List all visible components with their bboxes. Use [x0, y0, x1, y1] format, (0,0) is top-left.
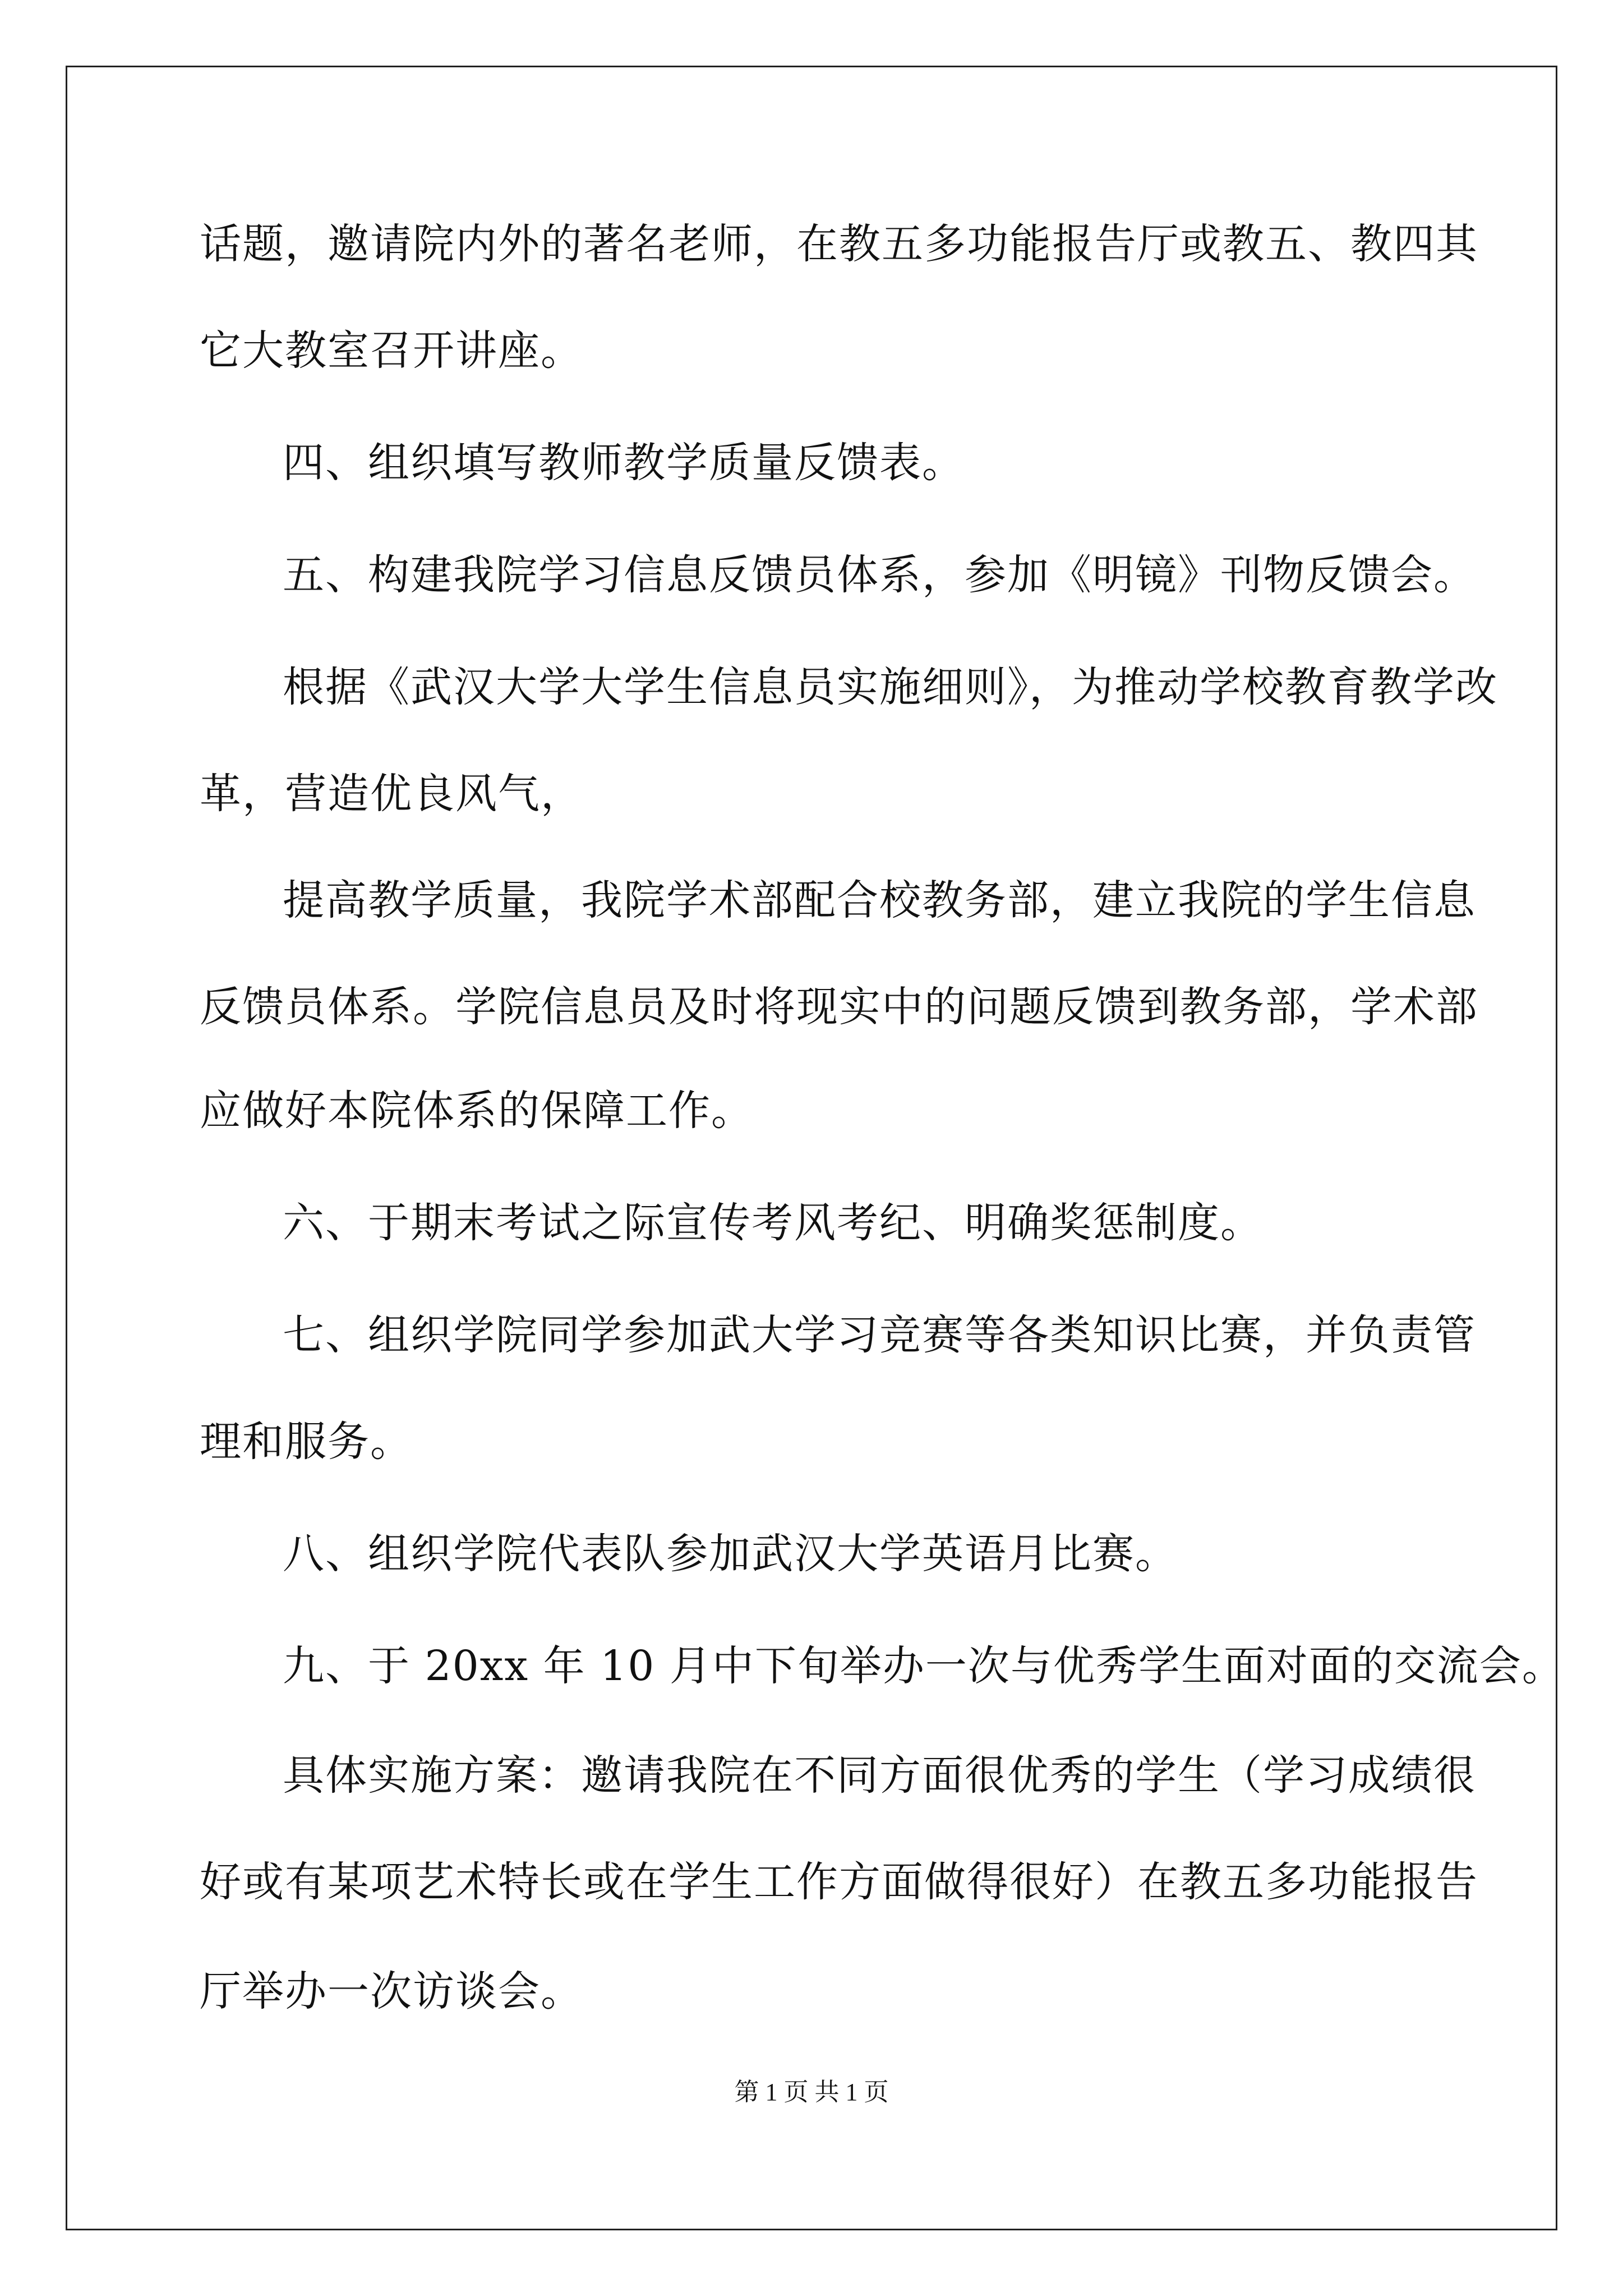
text-line: 根据《武汉大学大学生信息员实施细则》，为推动学校教育教学改	[283, 663, 1498, 711]
text-line: 具体实施方案：邀请我院在不同方面很优秀的学生（学习成绩很	[283, 1751, 1476, 1800]
text-line: 六、于期末考试之际宣传考风考纪、明确奖惩制度。	[283, 1199, 1263, 1247]
text-line: 四、组织填写教师教学质量反馈表。	[283, 439, 965, 487]
page-number-footer: 第 1 页 共 1 页	[734, 2078, 889, 2106]
text-line: 革，营造优良风气，	[200, 770, 583, 818]
text-line: 话题，邀请院内外的著名老师，在教五多功能报告厅或教五、教四其	[200, 220, 1478, 268]
text-line: 它大教室召开讲座。	[200, 326, 583, 375]
text-line: 反馈员体系。学院信息员及时将现实中的问题反馈到教务部，学术部	[200, 983, 1478, 1031]
text-line: 七、组织学院同学参加武大学习竞赛等各类知识比赛，并负责管	[283, 1311, 1476, 1359]
text-line: 九、于 20xx 年 10 月中下旬举办一次与优秀学生面对面的交流会。	[283, 1642, 1565, 1690]
text-line: 理和服务。	[200, 1418, 413, 1466]
text-line: 应做好本院体系的保障工作。	[200, 1087, 754, 1135]
text-line: 提高教学质量，我院学术部配合校教务部，建立我院的学生信息	[283, 876, 1476, 924]
text-line: 厅举办一次访谈会。	[200, 1967, 583, 2016]
text-line: 五、构建我院学习信息反馈员体系，参加《明镜》刊物反馈会。	[283, 551, 1476, 599]
text-line: 八、组织学院代表队参加武汉大学英语月比赛。	[283, 1530, 1178, 1578]
text-line: 好或有某项艺术特长或在学生工作方面做得很好）在教五多功能报告	[200, 1858, 1478, 1906]
